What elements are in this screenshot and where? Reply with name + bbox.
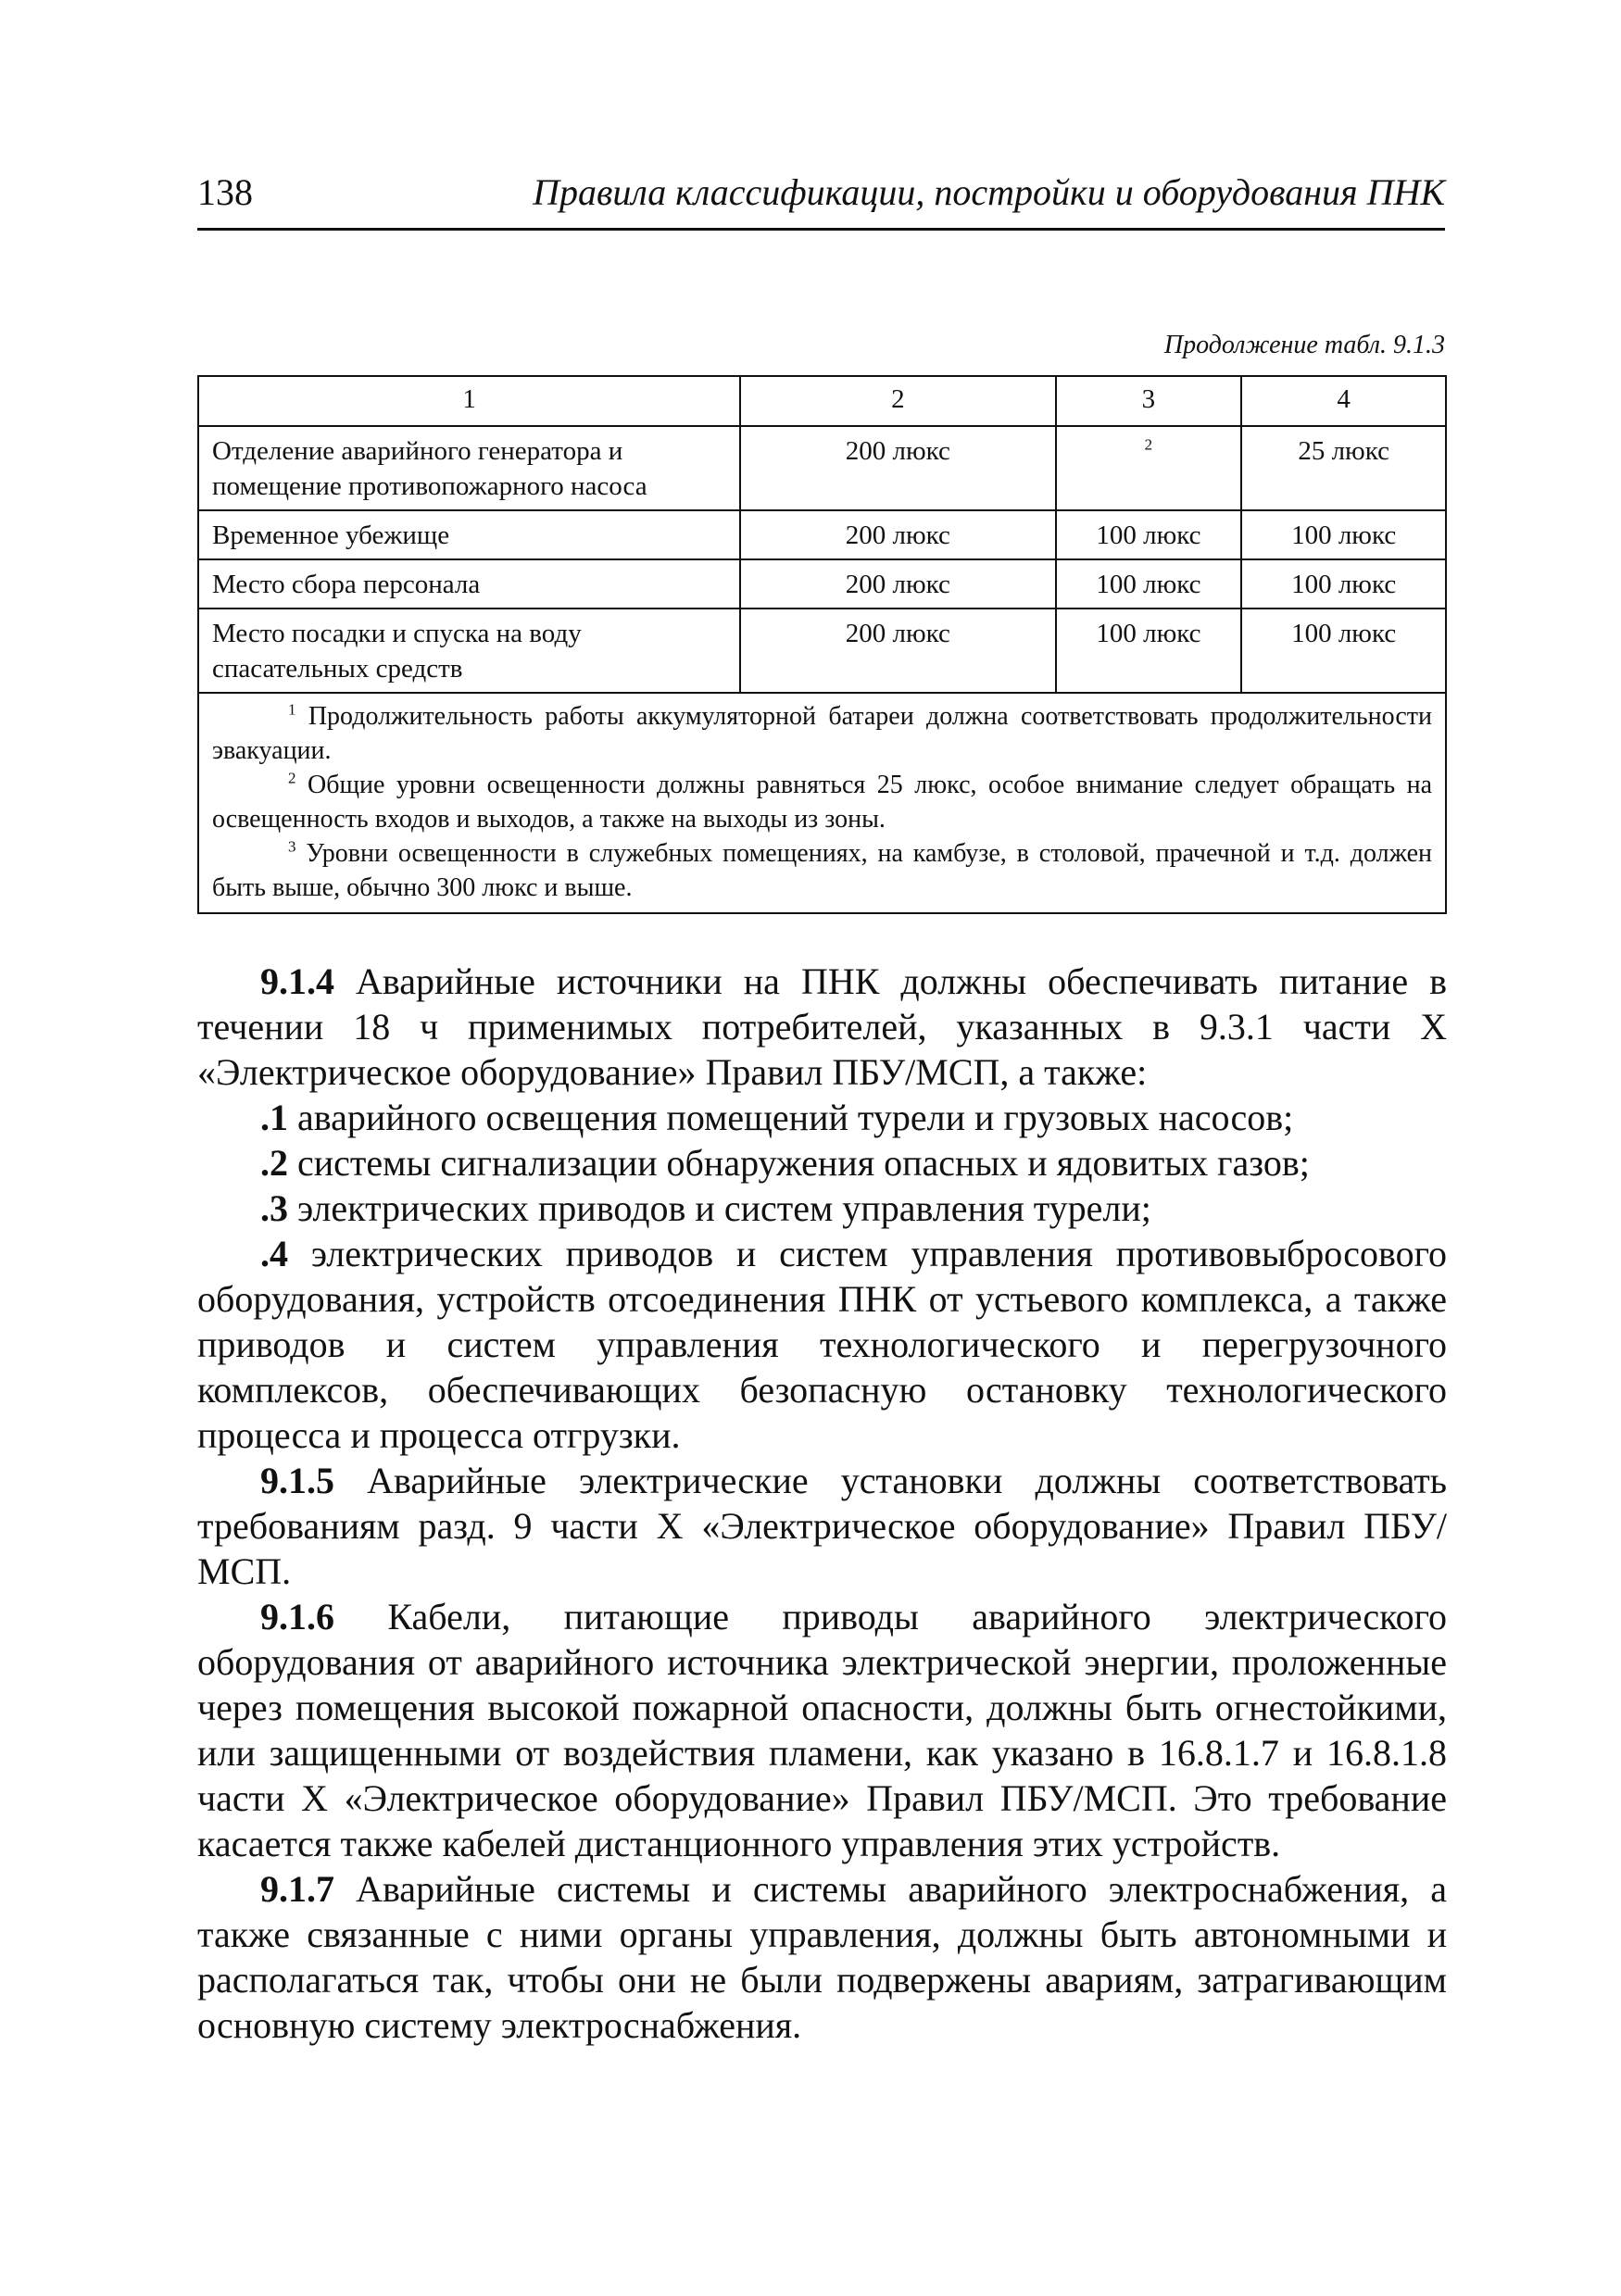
value-cell: 100 люкс [1241, 559, 1446, 609]
room-cell: Временное убежище [198, 510, 740, 559]
footnote-mark: 2 [288, 769, 296, 787]
paragraph-9-1-5 [197, 1458, 1447, 1594]
value-cell: 100 люкс [1056, 609, 1242, 693]
paragraph-9-1-7 [197, 1866, 1447, 2048]
running-title: Правила классификации, постройки и оборудования ПНК [533, 171, 1445, 213]
list-item [197, 1140, 1447, 1186]
footnote-mark: 2 [1144, 435, 1153, 454]
table-row [198, 559, 1446, 609]
value-cell: 100 люкс [1056, 559, 1242, 609]
room-cell: Отделение аварийного генератора и помещение противопожарного насоса [198, 426, 740, 510]
item-text: системы сигнализации обнаружения опасных и ядовитых газов; [288, 1142, 1310, 1184]
paragraph-text: Кабели, питающие приводы аварийного электрического оборудования от аварийного источника электрической энергии, проложенные через помещения высокой пожарной опасности, должны быть огнестойкими, или защищенными от воздействия пламени, как указано в 16.8.1.7 и 16.8.1.8 части X «Электрическое оборудование» Правил ПБУ/МСП. Это требование касается также кабелей дистанционного управления этих устройств. [197, 1596, 1447, 1864]
footnote-mark: 1 [288, 700, 296, 719]
section-number: 9.1.7 [260, 1868, 334, 1910]
value-cell: 100 люкс [1241, 609, 1446, 693]
value-cell: 200 люкс [740, 559, 1055, 609]
footnote [212, 768, 1432, 836]
value-cell: 200 люкс [740, 609, 1055, 693]
list-item [197, 1095, 1447, 1140]
list-item [197, 1186, 1447, 1231]
list-item [197, 1231, 1447, 1458]
footnote [212, 699, 1432, 768]
section-number: 9.1.4 [260, 960, 334, 1002]
paragraph-9-1-4 [197, 959, 1447, 1095]
value-cell: 100 люкс [1056, 510, 1242, 559]
footnote-text: Общие уровни освещенности должны равняться 25 люкс, особое внимание следует обращать на освещенность входов и выходов, а также на выходы из зоны. [212, 771, 1433, 834]
item-text: аварийного освещения помещений турели и грузовых насосов; [288, 1097, 1294, 1138]
column-header: 4 [1241, 376, 1446, 426]
footnote-text: Продолжительность работы аккумуляторной батареи должна соответствовать продолжительности эвакуации. [212, 702, 1432, 765]
paragraph-text: Аварийные электрические установки должны соответствовать требованиям разд. 9 части X «Электрическое оборудование» Правил ПБУ/МСП. [197, 1460, 1447, 1592]
table-notes-row [198, 693, 1446, 913]
column-header: 1 [198, 376, 740, 426]
footnote-mark: 3 [288, 837, 296, 856]
item-text: электрических приводов и систем управления противовыбросового оборудования, устройств отсоединения ПНК от устьевого комплекса, а также приводов и систем управления технологического и перегрузочного комплексов, обеспечивающих безопасную остановку технологического процесса и процесса отгрузки. [197, 1233, 1447, 1456]
table-row [198, 609, 1446, 693]
room-cell: Место сбора персонала [198, 559, 740, 609]
item-number: .4 [260, 1233, 288, 1274]
value-cell: 200 люкс [740, 510, 1055, 559]
item-text: электрических приводов и систем управления турели; [288, 1187, 1151, 1229]
table-notes [198, 693, 1446, 913]
paragraph-9-1-6 [197, 1594, 1447, 1866]
illumination-table [197, 375, 1447, 914]
paragraph-text: Аварийные источники на ПНК должны обеспечивать питание в течении 18 ч применимых потребителей, указанных в 9.3.1 части X «Электрическое оборудование» Правил ПБУ/МСП, а также: [197, 960, 1447, 1093]
table-row [198, 510, 1446, 559]
section-number: 9.1.5 [260, 1460, 334, 1501]
item-number: .1 [260, 1097, 288, 1138]
page-header [197, 170, 1445, 231]
paragraph-text: Аварийные системы и системы аварийного электроснабжения, а также связанные с ними органы управления, должны быть автономными и располагаться так, чтобы они не были подвержены авариям, затрагивающим основную систему электроснабжения. [197, 1868, 1447, 2046]
value-cell: 200 люкс [740, 426, 1055, 510]
page-number: 138 [197, 171, 253, 213]
table-caption: Продолжение табл. 9.1.3 [1163, 331, 1445, 359]
value-cell: 100 люкс [1241, 510, 1446, 559]
body-text [197, 959, 1447, 2048]
item-number: .2 [260, 1142, 288, 1184]
table-header-row [198, 376, 1446, 426]
value-cell [1056, 426, 1242, 510]
column-header: 3 [1056, 376, 1242, 426]
column-header: 2 [740, 376, 1055, 426]
value-cell: 25 люкс [1241, 426, 1446, 510]
item-number: .3 [260, 1187, 288, 1229]
footnote-text: Уровни освещенности в служебных помещениях, на камбузе, в столовой, прачечной и т.д. должен быть выше, обычно 300 люкс и выше. [212, 839, 1433, 902]
section-number: 9.1.6 [260, 1596, 334, 1637]
footnote [212, 836, 1432, 905]
room-cell: Место посадки и спуска на воду спасательных средств [198, 609, 740, 693]
table-row [198, 426, 1446, 510]
